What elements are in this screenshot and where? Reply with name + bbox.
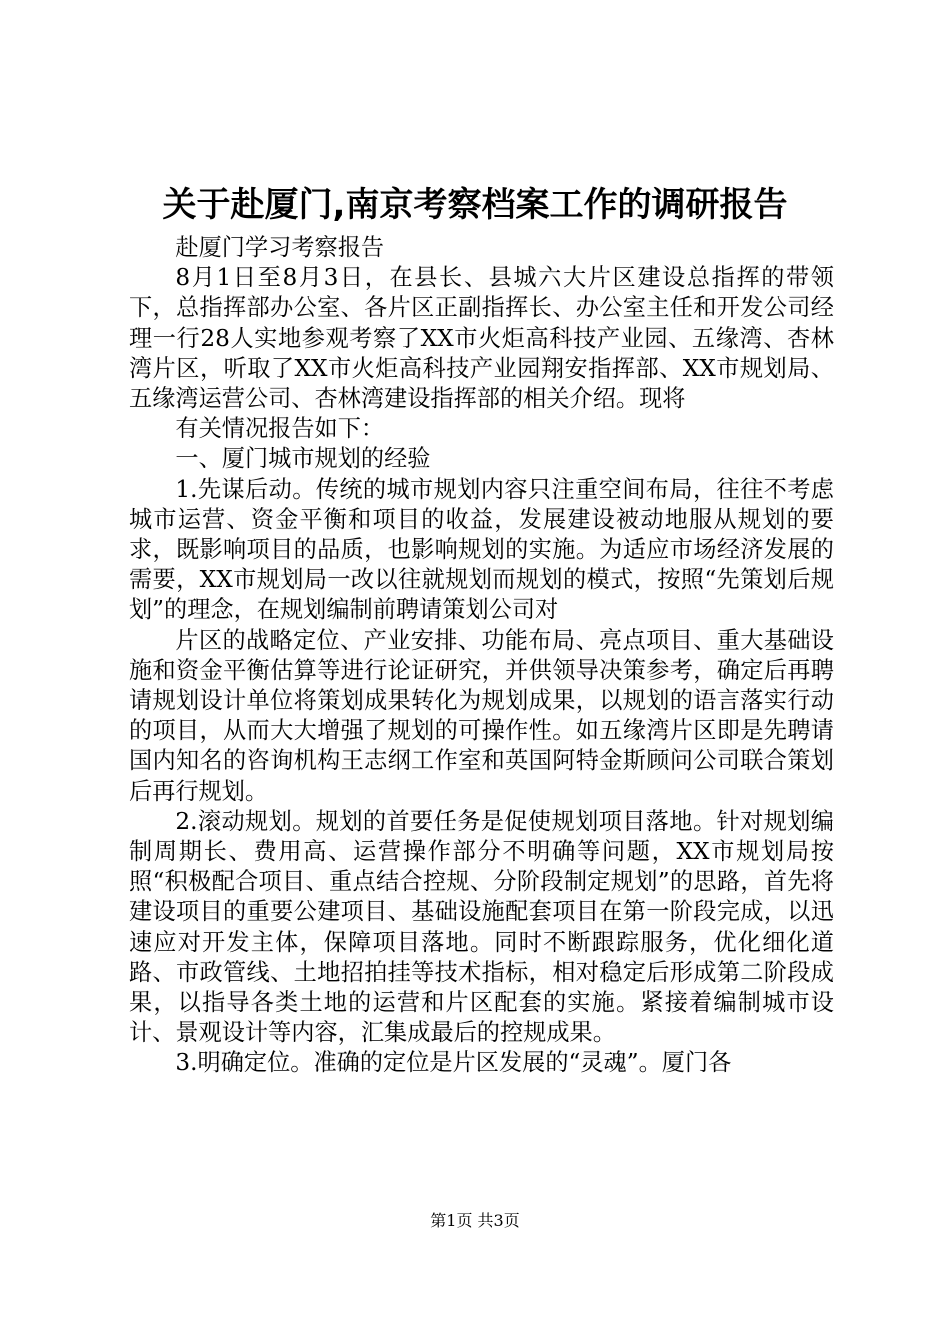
section-heading-planning: 一、厦门城市规划的经验 — [175, 445, 431, 473]
paragraph-report-lead: 有关情况报告如下： — [175, 415, 385, 443]
paragraph-point-1: 1.先谋后动。传统的城市规划内容只注重空间布局，往往不考虑城市运营、资金平衡和项目的收益，发展建设被动地服从规划的要求，既影响项目的品质，也影响规划的实施。为适应市场经济发展的需要，XX市规划局一改以往就规划而规划的模式，按照“先策划后规划”的理念，在规划编制前聘请策划公司对 — [129, 475, 834, 624]
page-footer: 第1页 共3页 — [430, 1211, 520, 1230]
document-body — [129, 233, 834, 1079]
document-title: 关于赴厦门,南京考察档案工作的调研报告 — [162, 185, 788, 225]
paragraph-subtitle: 赴厦门学习考察报告 — [175, 234, 385, 261]
paragraph-intro: 8月1日至8月3日，在县长、县城六大片区建设总指挥的带领下，总指挥部办公室、各片区正副指挥长、办公室主任和开发公司经理一行28人实地参观考察了XX市火炬高科技产业园、五缘湾、杏林湾片区，听取了XX市火炬高科技产业园翔安指挥部、XX市规划局、五缘湾运营公司、杏林湾建设指挥部的相关介绍。现将 — [129, 264, 834, 413]
paragraph-point-2: 2.滚动规划。规划的首要任务是促使规划项目落地。针对规划编制周期长、费用高、运营操作部分不明确等问题，XX市规划局按照“积极配合项目、重点结合控规、分阶段制定规划”的思路，首先将建设项目的重要公建项目、基础设施配套项目在第一阶段完成，以迅速应对开发主体，保障项目落地。同时不断跟踪服务，优化细化道路、市政管线、土地招拍挂等技术指标，相对稳定后形成第二阶段成果，以指导各类土地的运营和片区配套的实施。紧接着编制城市设计、景观设计等内容，汇集成最后的控规成果。 — [129, 807, 834, 1047]
paragraph-point-3: 3.明确定位。准确的定位是片区发展的“灵魂”。厦门各 — [175, 1049, 732, 1077]
paragraph-point-1-cont: 片区的战略定位、产业安排、功能布局、亮点项目、重大基础设施和资金平衡估算等进行论证研究，并供领导决策参考，确定后再聘请规划设计单位将策划成果转化为规划成果，以规划的语言落实行动的项目，从而大大增强了规划的可操作性。如五缘湾片区即是先聘请国内知名的咨询机构王志纲工作室和英国阿特金斯顾问公司联合策划后再行规划。 — [129, 626, 834, 805]
